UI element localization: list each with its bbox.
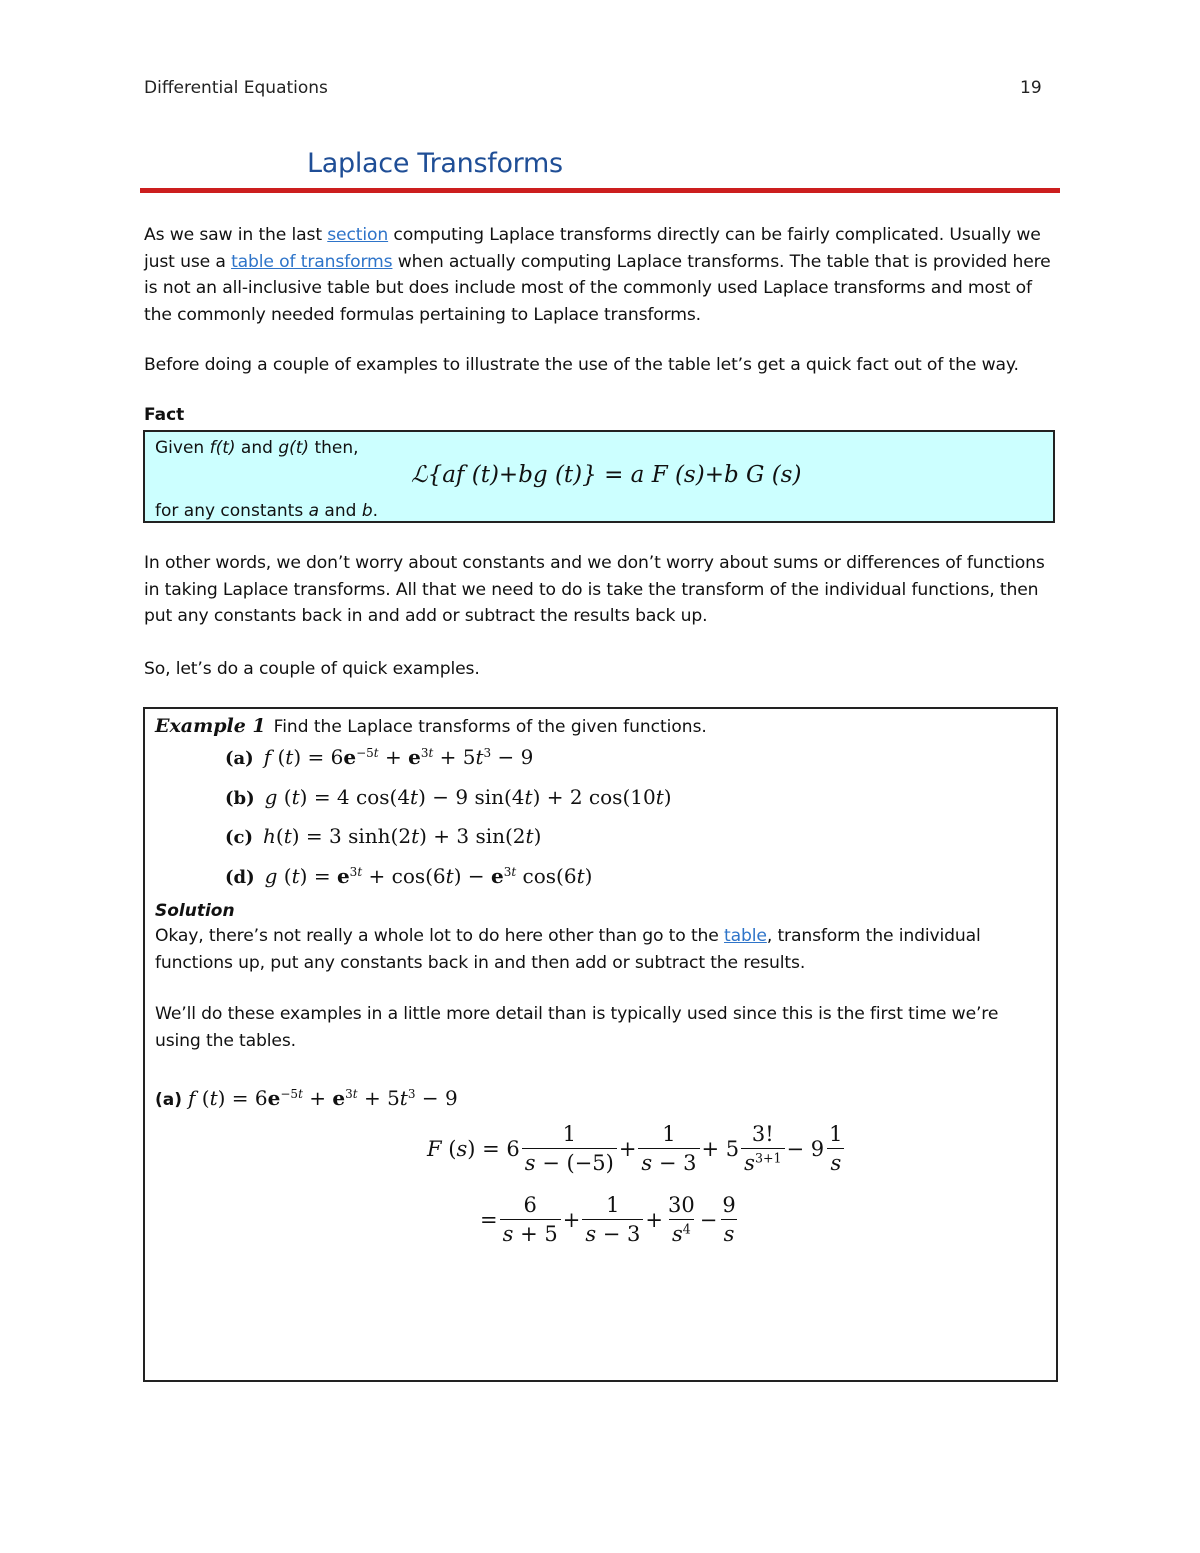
fact-b: b [361, 501, 373, 521]
table-link[interactable]: table [724, 926, 767, 946]
intro-text-3: when actually computing Laplace transforms. The table that is provided here is not an all-inclusive table but does include most of the commonly used Laplace transforms and most of the commonly needed formulas pertaining to Laplace transforms. [144, 251, 1051, 325]
fraction: $\frac{1}{s - 3}$ [582, 1193, 643, 1246]
example-title: Example 1 [155, 715, 266, 737]
fact-given-1: Given [155, 438, 210, 458]
fact-given-text [155, 438, 359, 458]
fraction: $\frac{1}{s - (-5)}$ [522, 1122, 617, 1175]
example-item-b: (b) g (t) = 4 cos(4t) − 9 sin(4t) + 2 cos(10t) [225, 785, 672, 809]
item-label: (a) [225, 748, 254, 769]
fact-label: Fact [144, 405, 185, 425]
item-label: (c) [225, 827, 253, 848]
fraction: $\frac{1}{s - 3}$ [638, 1122, 699, 1175]
linearity-equation: ℒ{af (t)+bg (t)} = a F (s)+b G (s) [411, 462, 802, 488]
examples-intro: So, let’s do a couple of quick examples. [144, 659, 480, 679]
section-link[interactable]: section [327, 225, 389, 245]
item-label: (d) [225, 867, 255, 888]
solution-label: Solution [155, 901, 235, 921]
example-prompt: Find the Laplace transforms of the given functions. [273, 717, 707, 737]
example-box [143, 707, 1058, 1382]
fraction: $\frac{6}{s + 5}$ [500, 1193, 561, 1246]
fact-box [143, 430, 1055, 523]
solution-text-2: , transform the individual functions up, put any constants back in and then add or subtract the results. [155, 926, 981, 973]
page-title: Laplace Transforms [307, 148, 563, 179]
fraction: $\frac{1}{s}$ [829, 1122, 843, 1175]
intro-text-2: computing Laplace transforms directly can be fairly complicated. Usually we just use a [144, 225, 1041, 272]
fact-any-1: for any constants [155, 501, 309, 521]
part-a-label: (a) [155, 1090, 183, 1110]
fraction: $\frac{3!}{s^{3+1}}$ [741, 1122, 784, 1175]
intro-paragraph [144, 222, 1054, 328]
part-a-heading: (a) f $(t) = 6e^{-5t} + e^{3t} + 5t^3 - 9$ [155, 1086, 458, 1110]
transform-line-1: F ( s ) = 6 $\frac{1}{s - (-5)}$ + $\frac{1}{s - 3}$ + 5 $\frac{3!}{s^{3+1}}$ − 9 $\frac{1}{s}$ [427, 1122, 848, 1175]
example-header [155, 715, 707, 737]
title-rule [140, 188, 1060, 193]
running-header-title: Differential Equations [144, 78, 328, 98]
before-paragraph: Before doing a couple of examples to illustrate the use of the table let’s get a quick fact out of the way. [144, 355, 1019, 375]
example-item-d: (d) g $(t) = e^{3t} + \cos(6t) - e^{3t}$ cos(6t) [225, 864, 593, 888]
fact-constants-text [155, 501, 378, 521]
fact-g: g(t) [278, 438, 310, 458]
other-words-paragraph: In other words, we don’t worry about constants and we don’t worry about sums or differences of functions in taking Laplace transforms. All that we need to do is take the transform of the individual functions, then put any constants back in and add or subtract the results back up. [144, 553, 1045, 626]
example-item-c: (c) h(t) = 3 sinh(2t) + 3 sin(2t) [225, 824, 542, 848]
fact-f: f(t) [209, 438, 236, 458]
fact-any-3: . [372, 501, 379, 521]
fact-given-3: then, [309, 438, 359, 458]
item-label: (b) [225, 788, 255, 809]
fact-a: a [308, 501, 320, 521]
solution-text-1: Okay, there’s not really a whole lot to do here other than go to the [155, 926, 725, 946]
example-item-a: (a) f $(t) = 6e^{-5t} + e^{3t} + 5t^3 - 9$ [225, 745, 534, 769]
solution-detail-text: We’ll do these examples in a little more detail than is typically used since this is the first time we’re using the tables. [155, 1004, 999, 1051]
intro-text-1: As we saw in the last [144, 225, 328, 245]
fact-given-2: and [235, 438, 279, 458]
fraction: $\frac{30}{s^4}$ [668, 1193, 695, 1246]
page-number: 19 [1020, 78, 1042, 98]
transform-line-2: = $\frac{6}{s + 5}$ + $\frac{1}{s - 3}$ + $\frac{30}{s^4}$ − $\frac{9}{s}$ [480, 1193, 741, 1246]
table-of-transforms-link[interactable]: table of transforms [231, 251, 393, 272]
fact-any-2: and [319, 501, 362, 521]
solution-text [155, 923, 1035, 976]
fraction: $\frac{9}{s}$ [722, 1193, 736, 1246]
